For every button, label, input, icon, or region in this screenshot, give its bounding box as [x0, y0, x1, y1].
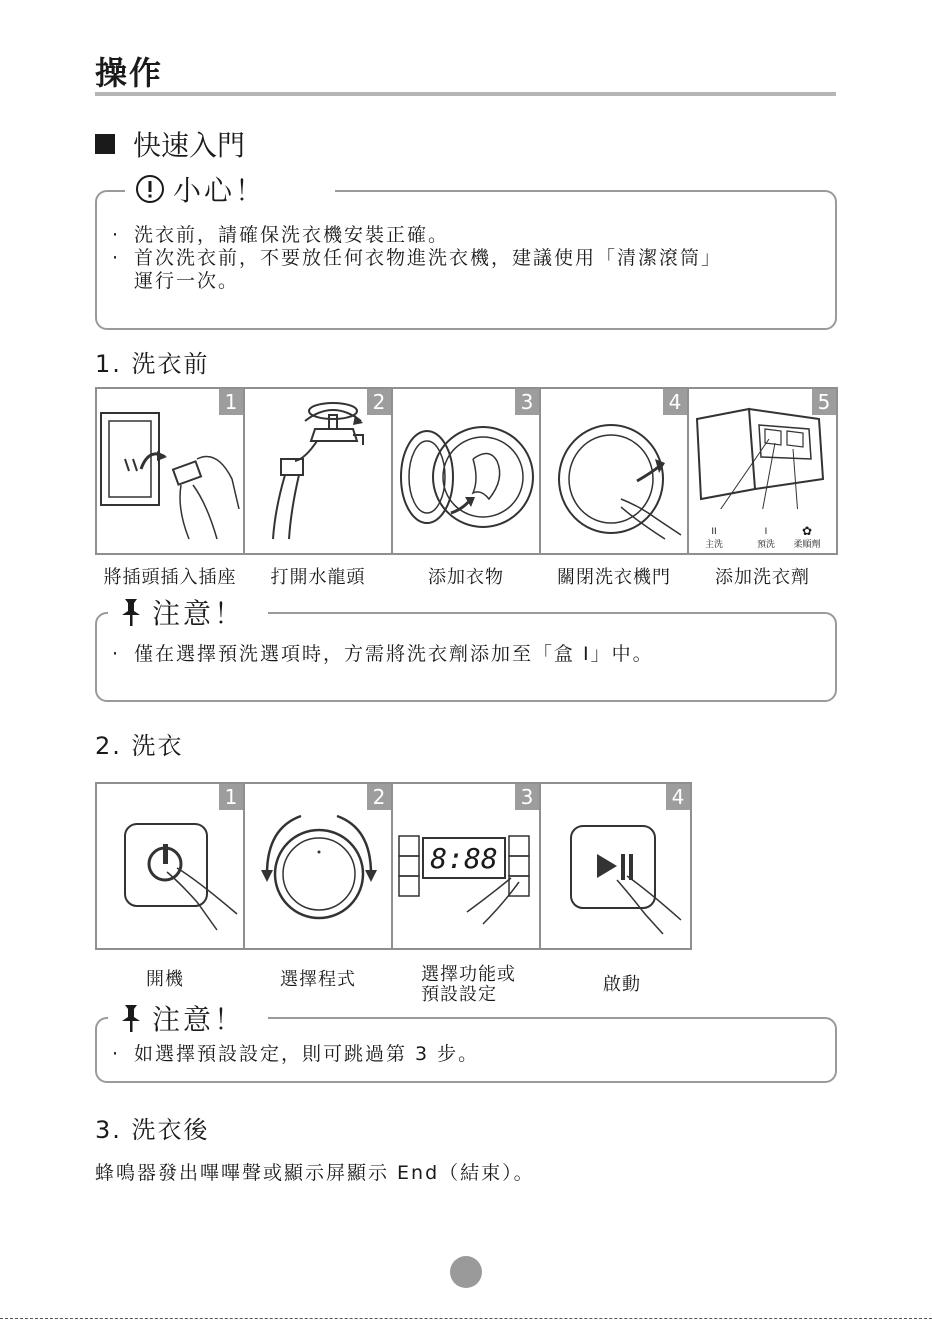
pushpin-icon — [118, 1003, 144, 1033]
close-door-icon — [541, 389, 687, 553]
step3-title: 3. 洗衣後 — [95, 1116, 210, 1144]
step2-caption-4: 啟動 — [603, 974, 641, 995]
drawer-label-main — [699, 527, 729, 550]
step1-panel-4 — [539, 387, 689, 555]
section-title: 快速入門 — [133, 129, 246, 162]
main-wash-mark: II — [711, 527, 717, 537]
step1-panel-1 — [95, 387, 245, 555]
page-title: 操作 — [95, 54, 164, 92]
water-tap-icon — [245, 389, 391, 553]
drawer-label-pre — [751, 527, 781, 550]
caution-line-text: 首次洗衣前，不要放任何衣物進洗衣機，建議使用「清潔滾筒」 — [134, 247, 723, 269]
step3-text: 蜂鳴器發出嗶嗶聲或顯示屏顯示 End（結束）。 — [95, 1162, 535, 1184]
softener-text: 柔順劑 — [793, 540, 821, 550]
note1-text: 僅在選擇預洗選項時，方需將洗衣劑添加至「盒 I」中。 — [134, 643, 654, 665]
step2-caption-3-line1: 選擇功能或 — [421, 964, 516, 985]
drawer-label-softener — [787, 525, 827, 550]
detergent-drawer-icon — [689, 389, 836, 509]
step2-caption-3 — [421, 965, 551, 1005]
page-number-badge — [450, 1256, 482, 1288]
pre-wash-text: 預洗 — [756, 540, 775, 550]
caution-label — [125, 172, 335, 206]
caution-line-text: 洗衣前，請確保洗衣機安裝正確。 — [134, 224, 450, 246]
note2-label — [108, 1000, 268, 1036]
note1-line: · 僅在選擇預洗選項時，方需將洗衣劑添加至「盒 I」中。 — [112, 643, 654, 665]
panel-number: 2 — [367, 784, 391, 810]
step1-panel-3 — [391, 387, 541, 555]
note2-line: · 如選擇預設設定，則可跳過第 3 步。 — [112, 1043, 480, 1065]
step2-panel-4 — [539, 782, 692, 950]
start-pause-button-icon — [541, 784, 690, 948]
add-laundry-icon — [393, 389, 539, 553]
exclamation-circle-icon — [135, 174, 165, 204]
caution-line-text: 運行一次。 — [134, 270, 240, 292]
panel-number: 1 — [219, 784, 243, 810]
step2-panel-3 — [391, 782, 541, 950]
step2-panel-2 — [243, 782, 393, 950]
step2-panel-1 — [95, 782, 245, 950]
title-divider — [95, 92, 836, 96]
note2-label-text: 注意！ — [152, 1003, 246, 1036]
plug-socket-icon — [97, 389, 243, 553]
panel-number: 3 — [515, 389, 539, 415]
page-bottom-dashed-rule — [0, 1318, 932, 1319]
power-button-icon — [97, 784, 243, 948]
step1-panel-2 — [243, 387, 393, 555]
note2-text: 如選擇預設設定，則可跳過第 3 步。 — [134, 1043, 480, 1065]
seven-segment-display: 8:88 — [430, 842, 498, 875]
panel-number: 2 — [367, 389, 391, 415]
pushpin-icon — [118, 597, 144, 627]
program-dial-icon — [245, 784, 391, 948]
panel-number: 4 — [663, 389, 687, 415]
step1-panel-5 — [687, 387, 838, 555]
pre-wash-mark: I — [764, 527, 768, 537]
step2-caption-2: 選擇程式 — [280, 969, 356, 990]
main-wash-text: 主洗 — [704, 540, 723, 550]
step1-caption-1: 將插頭插入插座 — [103, 567, 237, 588]
step2-caption-3-line2: 預設設定 — [421, 984, 497, 1005]
step2-panels — [95, 782, 692, 950]
caution-line: · 首次洗衣前，不要放任何衣物進洗衣機，建議使用「清潔滾筒」 — [112, 247, 723, 269]
step1-panels — [95, 387, 838, 555]
step1-caption-2: 打開水龍頭 — [270, 567, 366, 588]
step1-title: 1. 洗衣前 — [95, 350, 210, 378]
flower-icon: ✿ — [801, 524, 813, 538]
note1-label-text: 注意！ — [152, 597, 246, 630]
step2-caption-1: 開機 — [146, 969, 184, 990]
panel-number: 5 — [812, 389, 836, 415]
caution-line: · 洗衣前，請確保洗衣機安裝正確。 — [112, 224, 450, 246]
step1-caption-3: 添加衣物 — [428, 567, 504, 588]
caution-body — [112, 224, 827, 293]
step2-title: 2. 洗衣 — [95, 732, 184, 760]
note1-label — [108, 594, 268, 630]
panel-number: 4 — [666, 784, 690, 810]
step1-caption-5: 添加洗衣劑 — [715, 567, 810, 588]
panel-number: 1 — [219, 389, 243, 415]
step1-caption-4: 關閉洗衣機門 — [557, 567, 671, 588]
caution-label-text: 小心！ — [173, 174, 267, 207]
panel-number: 3 — [515, 784, 539, 810]
caution-line — [112, 270, 827, 293]
section-heading — [95, 124, 245, 164]
square-bullet-icon — [95, 134, 115, 154]
